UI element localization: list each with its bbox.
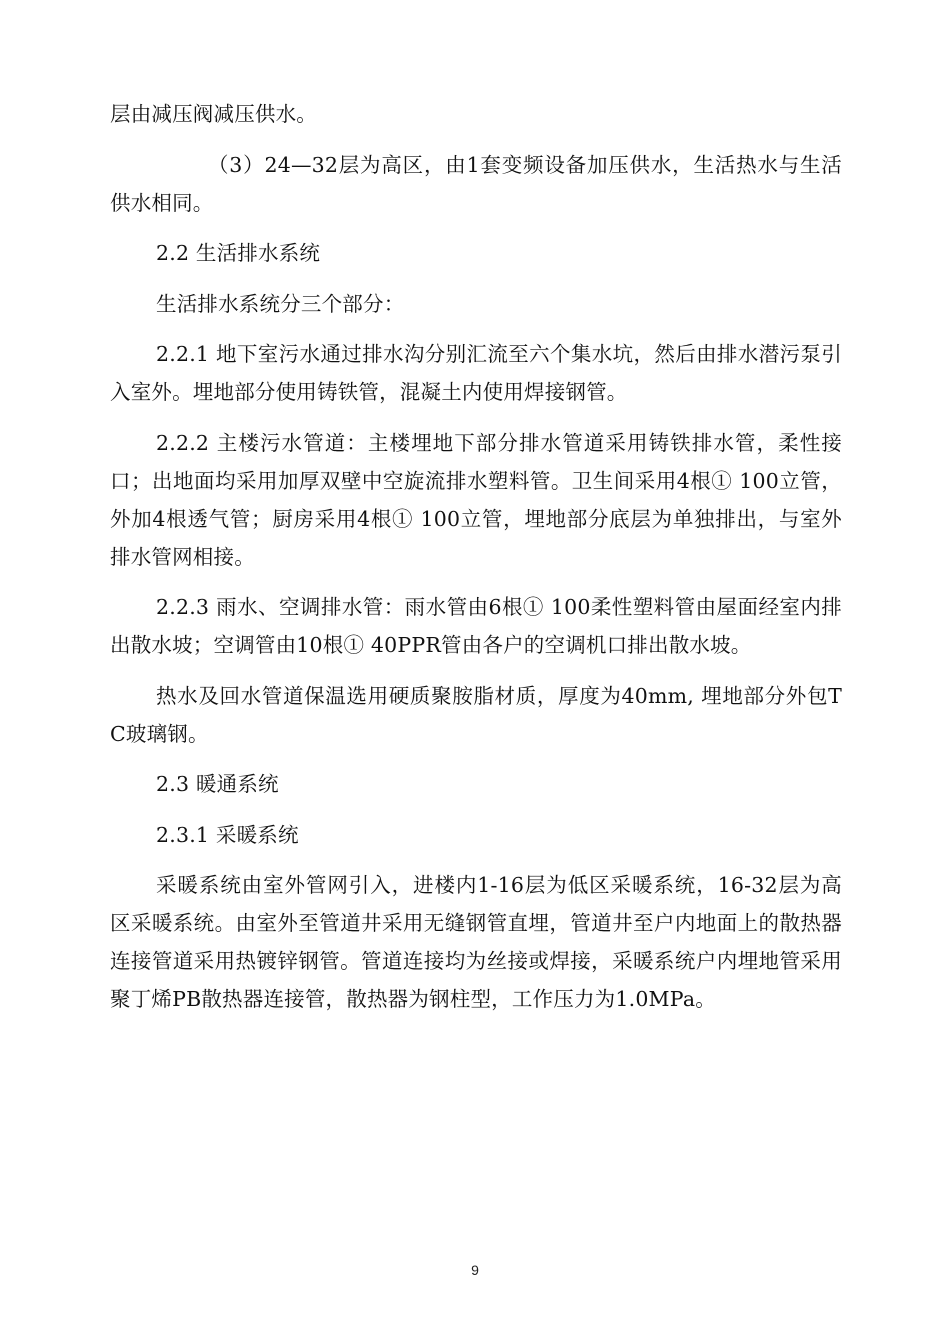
paragraph-heating-system: 采暖系统由室外管网引入，进楼内1-16层为低区采暖系统，16-32层为高区采暖系统。由室外至管道井采用无缝钢管直埋，管道井至户内地面上的散热器连接管道采用热镀锌钢管。管道连接均为丝接或焊接，采暖系统户内埋地管采用聚丁烯PB散热器连接管，散热器为钢柱型，工作压力为1.0MPa。: [110, 873, 842, 1011]
paragraph-2-2-3: 2.2.3 雨水、空调排水管：雨水管由6根① 100柔性塑料管由屋面经室内排出散水坡；空调管由10根① 40PPR管由各户的空调机口排出散水坡。: [110, 595, 842, 657]
paragraph-insulation: 热水及回水管道保温选用硬质聚胺脂材质，厚度为40mm, 埋地部分外包TC玻璃钢。: [110, 683, 842, 746]
paragraph-2-2-2: 2.2.2 主楼污水管道：主楼埋地下部分排水管道采用铸铁排水管，柔性接口；出地面均采用加厚双壁中空旋流排水塑料管。卫生间采用4根① 100立管，外加4根透气管；厨房采用4根① 100立管，埋地部分底层为单独排出，与室外排水管网相接。: [110, 430, 842, 569]
page-body: [110, 95, 842, 1031]
paragraph-continuation: 层由减压阀减压供水。: [110, 102, 317, 126]
section-heading-2-2: 2.2 生活排水系统: [156, 241, 321, 265]
section-heading-2-3: 2.3 暖通系统: [156, 772, 279, 796]
paragraph-2-2-1: 2.2.1 地下室污水通过排水沟分别汇流至六个集水坑，然后由排水潜污泵引入室外。埋地部分使用铸铁管，混凝土内使用焊接钢管。: [110, 342, 842, 404]
section-heading-2-3-1: 2.3.1 采暖系统: [156, 822, 299, 847]
page-number: 9: [471, 1262, 479, 1278]
paragraph-high-zone: （3）24—32层为高区，由1套变频设备加压供水，生活热水与生活供水相同。: [110, 152, 842, 215]
paragraph-drainage-intro: 生活排水系统分三个部分：: [156, 291, 405, 316]
